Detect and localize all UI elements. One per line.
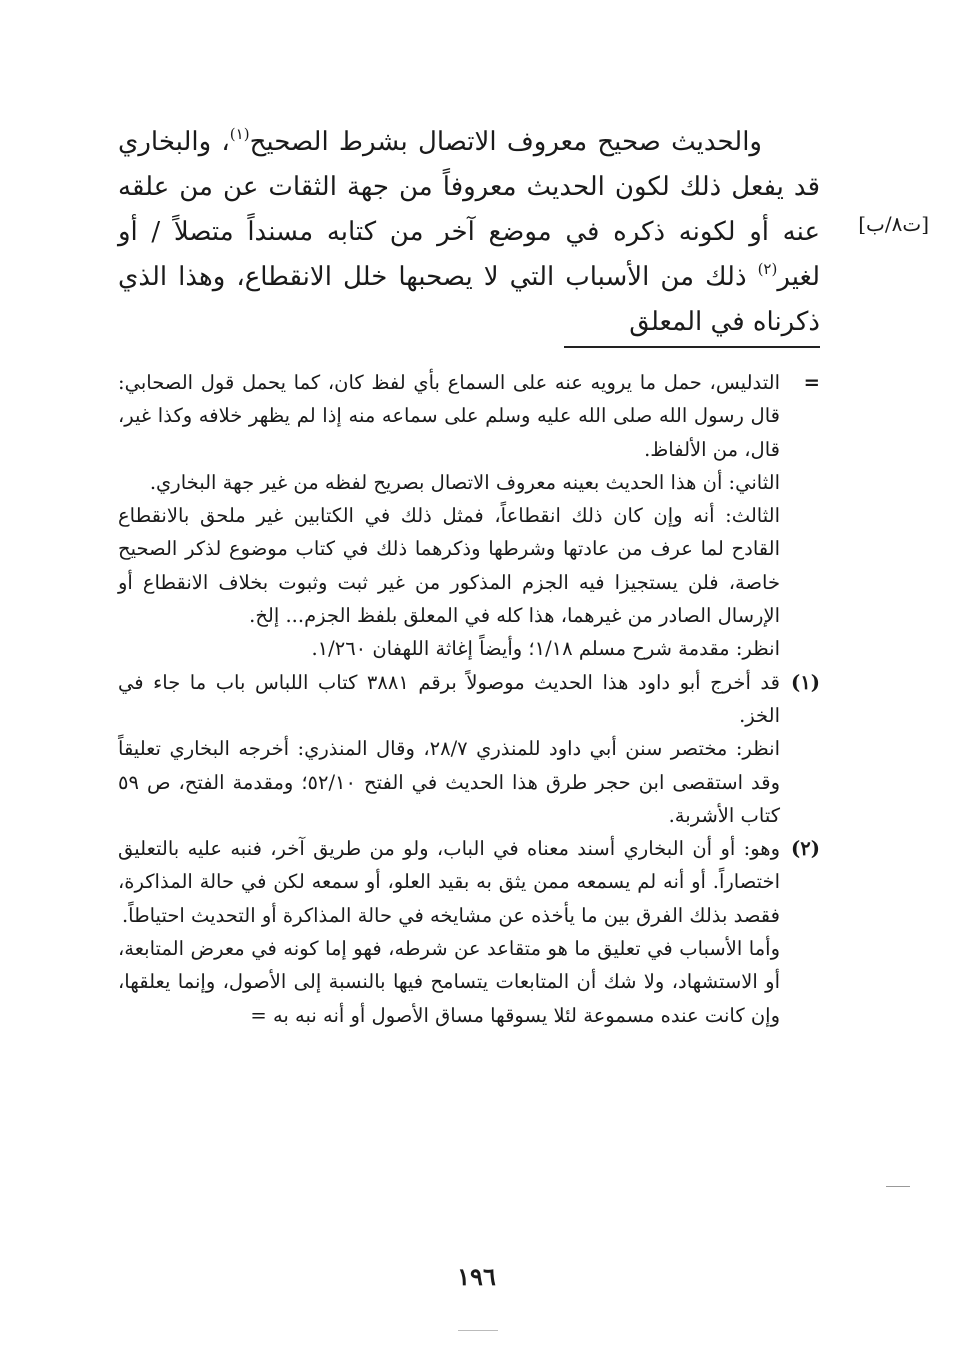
footnote-paragraph: انظر: مقدمة شرح مسلم ١/١٨؛ وأيضاً إغاثة اللهفان ١/٢٦٠. <box>311 637 780 661</box>
footnote-ref-1: (١) <box>229 125 250 143</box>
footnote-1-mark: (١) <box>791 670 820 694</box>
manuscript-folio-note: [ت٨/ب] <box>858 212 929 236</box>
main-text-segment-2: ، والبخاري قد يفعل ذلك لكون الحديث معروفاً من جهة الثقات عن من علقه عنه أو لكونه ذكره في موضع آخر من كتابه مسنداً متصلاً / أو لغير <box>118 127 820 292</box>
main-paragraph <box>118 120 820 345</box>
footnote-1 <box>118 666 820 832</box>
main-text-segment-3: ذلك من الأسباب التي لا يصحبها خلل الانقطاع، وهذا الذي ذكرناه في المعلق <box>118 262 820 337</box>
footnote-body <box>118 666 780 832</box>
footnote-body <box>118 832 780 1032</box>
footnote-separator <box>564 346 820 348</box>
continuation-mark: = <box>803 371 820 394</box>
footnote-body <box>118 366 780 666</box>
footnote-ref-2: (٢) <box>757 260 778 278</box>
main-text-segment-1: والحديث صحيح معروف الاتصال بشرط الصحيح <box>249 127 762 157</box>
page-number: ١٩٦ <box>457 1262 496 1291</box>
footnote-paragraph: انظر: مختصر سنن أبي داود للمنذري ٢٨/٧، وقال المنذري: أخرجه البخاري تعليقاً وقد استقصى ابن حجر طرق هذا الحديث في الفتح ٥٢/١٠؛ ومقدمة الفتح، ص ٥٩ كتاب الأشربة. <box>118 737 780 827</box>
footnote-paragraph: وأما الأسباب في تعليق ما هو متقاعد عن شرطه، فهو إما كونه في معرض المتابعة، أو الاستشهاد، ولا شك أن المتابعات يتسامح فيها بالنسبة إلى الأصول، وإنما يعلقها، وإن كانت عنده مسموعة لئلا يسوقها مساق الأصول أو أنه نبه به = <box>118 937 780 1027</box>
footnote-paragraph: التدليس، حمل ما يرويه عنه على السماع بأي لفظ كان، كما يحمل قول الصحابي: قال رسول الله صلى الله عليه وسلم على سماعه منه إذا لم يظهر خلافه وكذا غير، قال، من الألفاظ. <box>118 371 780 461</box>
scan-mark <box>458 1330 498 1331</box>
footnote-continuation <box>118 366 820 666</box>
footnote-paragraph: الثالث: أنه وإن كان ذلك انقطاعاً، فمثل ذلك في الكتابين غير ملحق بالانقطاع القادح لما عرف من عادتها وشرطها وذكرهما ذلك في كتاب موضوع لذكر الصحيح خاصة، فلن يستجيزا فيه الجزم المذكور من غير ثبت وثبوت بخلاف الانقطاع أو الإرسال الصادر من غيرهما، هذا كله في المعلق بلفظ الجزم... إلخ. <box>118 504 780 628</box>
footnote-paragraph: قد أخرج أبو داود هذا الحديث موصولاً برقم ٣٨٨١ كتاب اللباس باب ما جاء في الخز. <box>118 670 780 727</box>
main-text <box>118 120 820 345</box>
footnote-2-mark: (٢) <box>791 837 820 861</box>
footnote-paragraph: الثاني: أن هذا الحديث بعينه معروف الاتصال بصريح لفظه من غير جهة البخاري. <box>149 470 780 494</box>
scan-mark <box>886 1186 910 1187</box>
footnote-paragraph: وهو: أو أن البخاري أسند معناه في الباب، ولو من طريق آخر، فنبه عليه بالتعليق اختصاراً. أو أنه لم يسمعه ممن يثق به بقيد العلو، أو سمعه لكن في حالة المذاكرة، فقصد بذلك الفرق بين ما يأخذه عن مشايخه في حالة المذاكرة أو التحديث احتياطاً. <box>118 837 780 927</box>
footnotes <box>118 366 820 1032</box>
footnote-2 <box>118 832 820 1032</box>
